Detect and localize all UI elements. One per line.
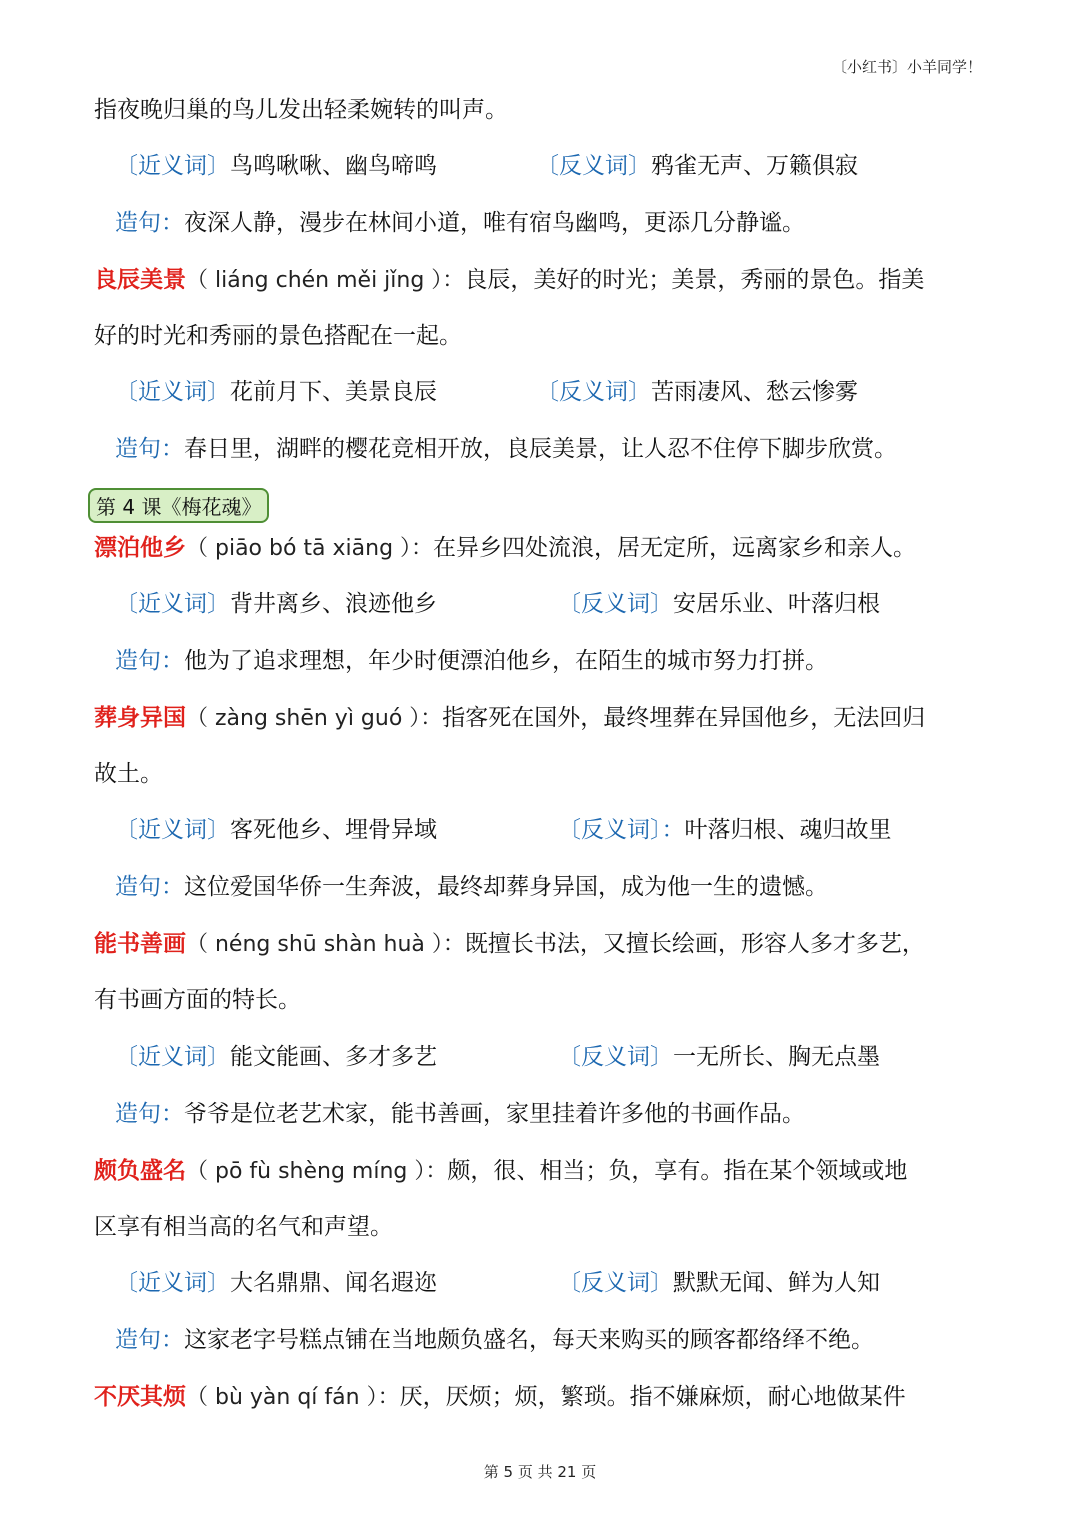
pinyin: （ piāo bó tā xiāng ）： [186, 536, 434, 561]
synonym-label: 〔近义词〕 [115, 379, 230, 405]
term-line [94, 264, 924, 297]
term-line [94, 702, 925, 735]
synonyms: 花前月下、美景良辰 [230, 379, 437, 405]
example-sentence [115, 207, 805, 239]
example-sentence [115, 645, 828, 677]
term-line [94, 1155, 907, 1188]
antonym-label: 〔反义词〕 [558, 1270, 673, 1296]
page-header: 〔小红书〕小羊同学！ [831, 58, 982, 76]
synonym-antonym-row [115, 376, 858, 408]
antonym-label: 〔反义词〕 [558, 591, 673, 617]
sentence-text: 爷爷是位老艺术家，能书善画，家里挂着许多他的书画作品。 [184, 1101, 805, 1127]
example-sentence [115, 871, 828, 903]
definition: 良辰，美好的时光；美景，秀丽的景色。指美 [464, 267, 925, 293]
synonyms: 大名鼎鼎、闻名遐迩 [230, 1270, 437, 1296]
idiom-term: 颇负盛名 [94, 1157, 186, 1184]
definition-line: 故土。 [94, 761, 163, 787]
sentence-label: 造句： [115, 1101, 184, 1127]
antonym-label: 〔反义词〕 [536, 153, 651, 179]
pinyin: （ liáng chén měi jǐng ）： [186, 268, 465, 293]
sentence-text: 春日里，湖畔的樱花竞相开放，良辰美景，让人忍不住停下脚步欣赏。 [184, 436, 897, 462]
antonym-label: 〔反义词〕 [558, 1044, 673, 1070]
synonym-label: 〔近义词〕 [115, 1270, 230, 1296]
example-sentence [115, 433, 897, 465]
sentence-text: 这家老字号糕点铺在当地颇负盛名，每天来购买的顾客都络绎不绝。 [184, 1327, 874, 1353]
sentence-label: 造句： [115, 210, 184, 236]
term-line [94, 532, 916, 565]
synonym-antonym-row [115, 814, 892, 846]
sentence-label: 造句： [115, 1327, 184, 1353]
term-line [94, 928, 925, 961]
sentence-label: 造句： [115, 648, 184, 674]
idiom-term: 漂泊他乡 [94, 534, 186, 561]
definition: 颇，很、相当；负，享有。指在某个领域或地 [447, 1158, 908, 1184]
definition: 既擅长书法，又擅长绘画，形容人多才多艺， [464, 931, 925, 957]
page-footer: 第 5 页 共 21 页 [483, 1463, 597, 1481]
example-sentence [115, 1324, 874, 1356]
pinyin: （ pō fù shèng míng ）： [186, 1159, 448, 1184]
sentence-text: 他为了追求理想，年少时便漂泊他乡，在陌生的城市努力打拼。 [184, 648, 828, 674]
definition-line: 有书画方面的特长。 [94, 987, 301, 1013]
antonyms: 叶落归根、魂归故里 [684, 817, 892, 843]
synonym-label: 〔近义词〕 [115, 591, 230, 617]
antonyms: 苦雨凄风、愁云惨雾 [651, 379, 858, 405]
synonym-label: 〔近义词〕 [115, 1044, 230, 1070]
definition-line: 好的时光和秀丽的景色搭配在一起。 [94, 323, 462, 349]
synonym-antonym-row [115, 1267, 880, 1299]
term-line [94, 1381, 906, 1414]
synonym-label: 〔近义词〕 [115, 817, 230, 843]
synonym-antonym-row [115, 1041, 880, 1073]
synonyms: 能文能画、多才多艺 [230, 1044, 437, 1070]
antonyms: 默默无闻、鲜为人知 [673, 1270, 880, 1296]
idiom-term: 葬身异国 [94, 704, 186, 731]
antonym-label: 〔反义词〕： [558, 817, 685, 843]
synonym-label: 〔近义词〕 [115, 153, 230, 179]
pinyin: （ zàng shēn yì guó ）： [186, 706, 443, 731]
idiom-term: 能书善画 [94, 930, 186, 957]
sentence-text: 这位爱国华侨一生奔波，最终却葬身异国，成为他一生的遗憾。 [184, 874, 828, 900]
sentence-label: 造句： [115, 874, 184, 900]
pinyin: （ bù yàn qí fán ）： [186, 1385, 400, 1410]
synonyms: 客死他乡、埋骨异域 [230, 817, 437, 843]
lesson-title-badge: 第 4 课《梅花魂》 [88, 488, 269, 523]
idiom-term: 良辰美景 [94, 266, 186, 293]
antonym-label: 〔反义词〕 [536, 379, 651, 405]
idiom-term: 不厌其烦 [94, 1383, 186, 1410]
sentence-text: 夜深人静，漫步在林间小道，唯有宿鸟幽鸣，更添几分静谧。 [184, 210, 805, 236]
definition: 厌，厌烦；烦，繁琐。指不嫌麻烦，耐心地做某件 [399, 1384, 906, 1410]
antonyms: 安居乐业、叶落归根 [673, 591, 880, 617]
definition: 指客死在国外，最终埋葬在异国他乡，无法回归 [442, 705, 926, 731]
synonyms: 鸟鸣啾啾、幽鸟啼鸣 [230, 153, 437, 179]
example-sentence [115, 1098, 805, 1130]
antonyms: 鸦雀无声、万籁俱寂 [651, 153, 858, 179]
synonyms: 背井离乡、浪迹他乡 [230, 591, 437, 617]
synonym-antonym-row [115, 150, 858, 182]
definition: 在异乡四处流浪，居无定所，远离家乡和亲人。 [433, 535, 917, 561]
antonyms: 一无所长、胸无点墨 [673, 1044, 880, 1070]
pinyin: （ néng shū shàn huà ）： [186, 932, 465, 957]
sentence-label: 造句： [115, 436, 184, 462]
definition-line: 指夜晚归巢的鸟儿发出轻柔婉转的叫声。 [94, 97, 508, 123]
synonym-antonym-row [115, 588, 880, 620]
definition-line: 区享有相当高的名气和声望。 [94, 1214, 393, 1240]
